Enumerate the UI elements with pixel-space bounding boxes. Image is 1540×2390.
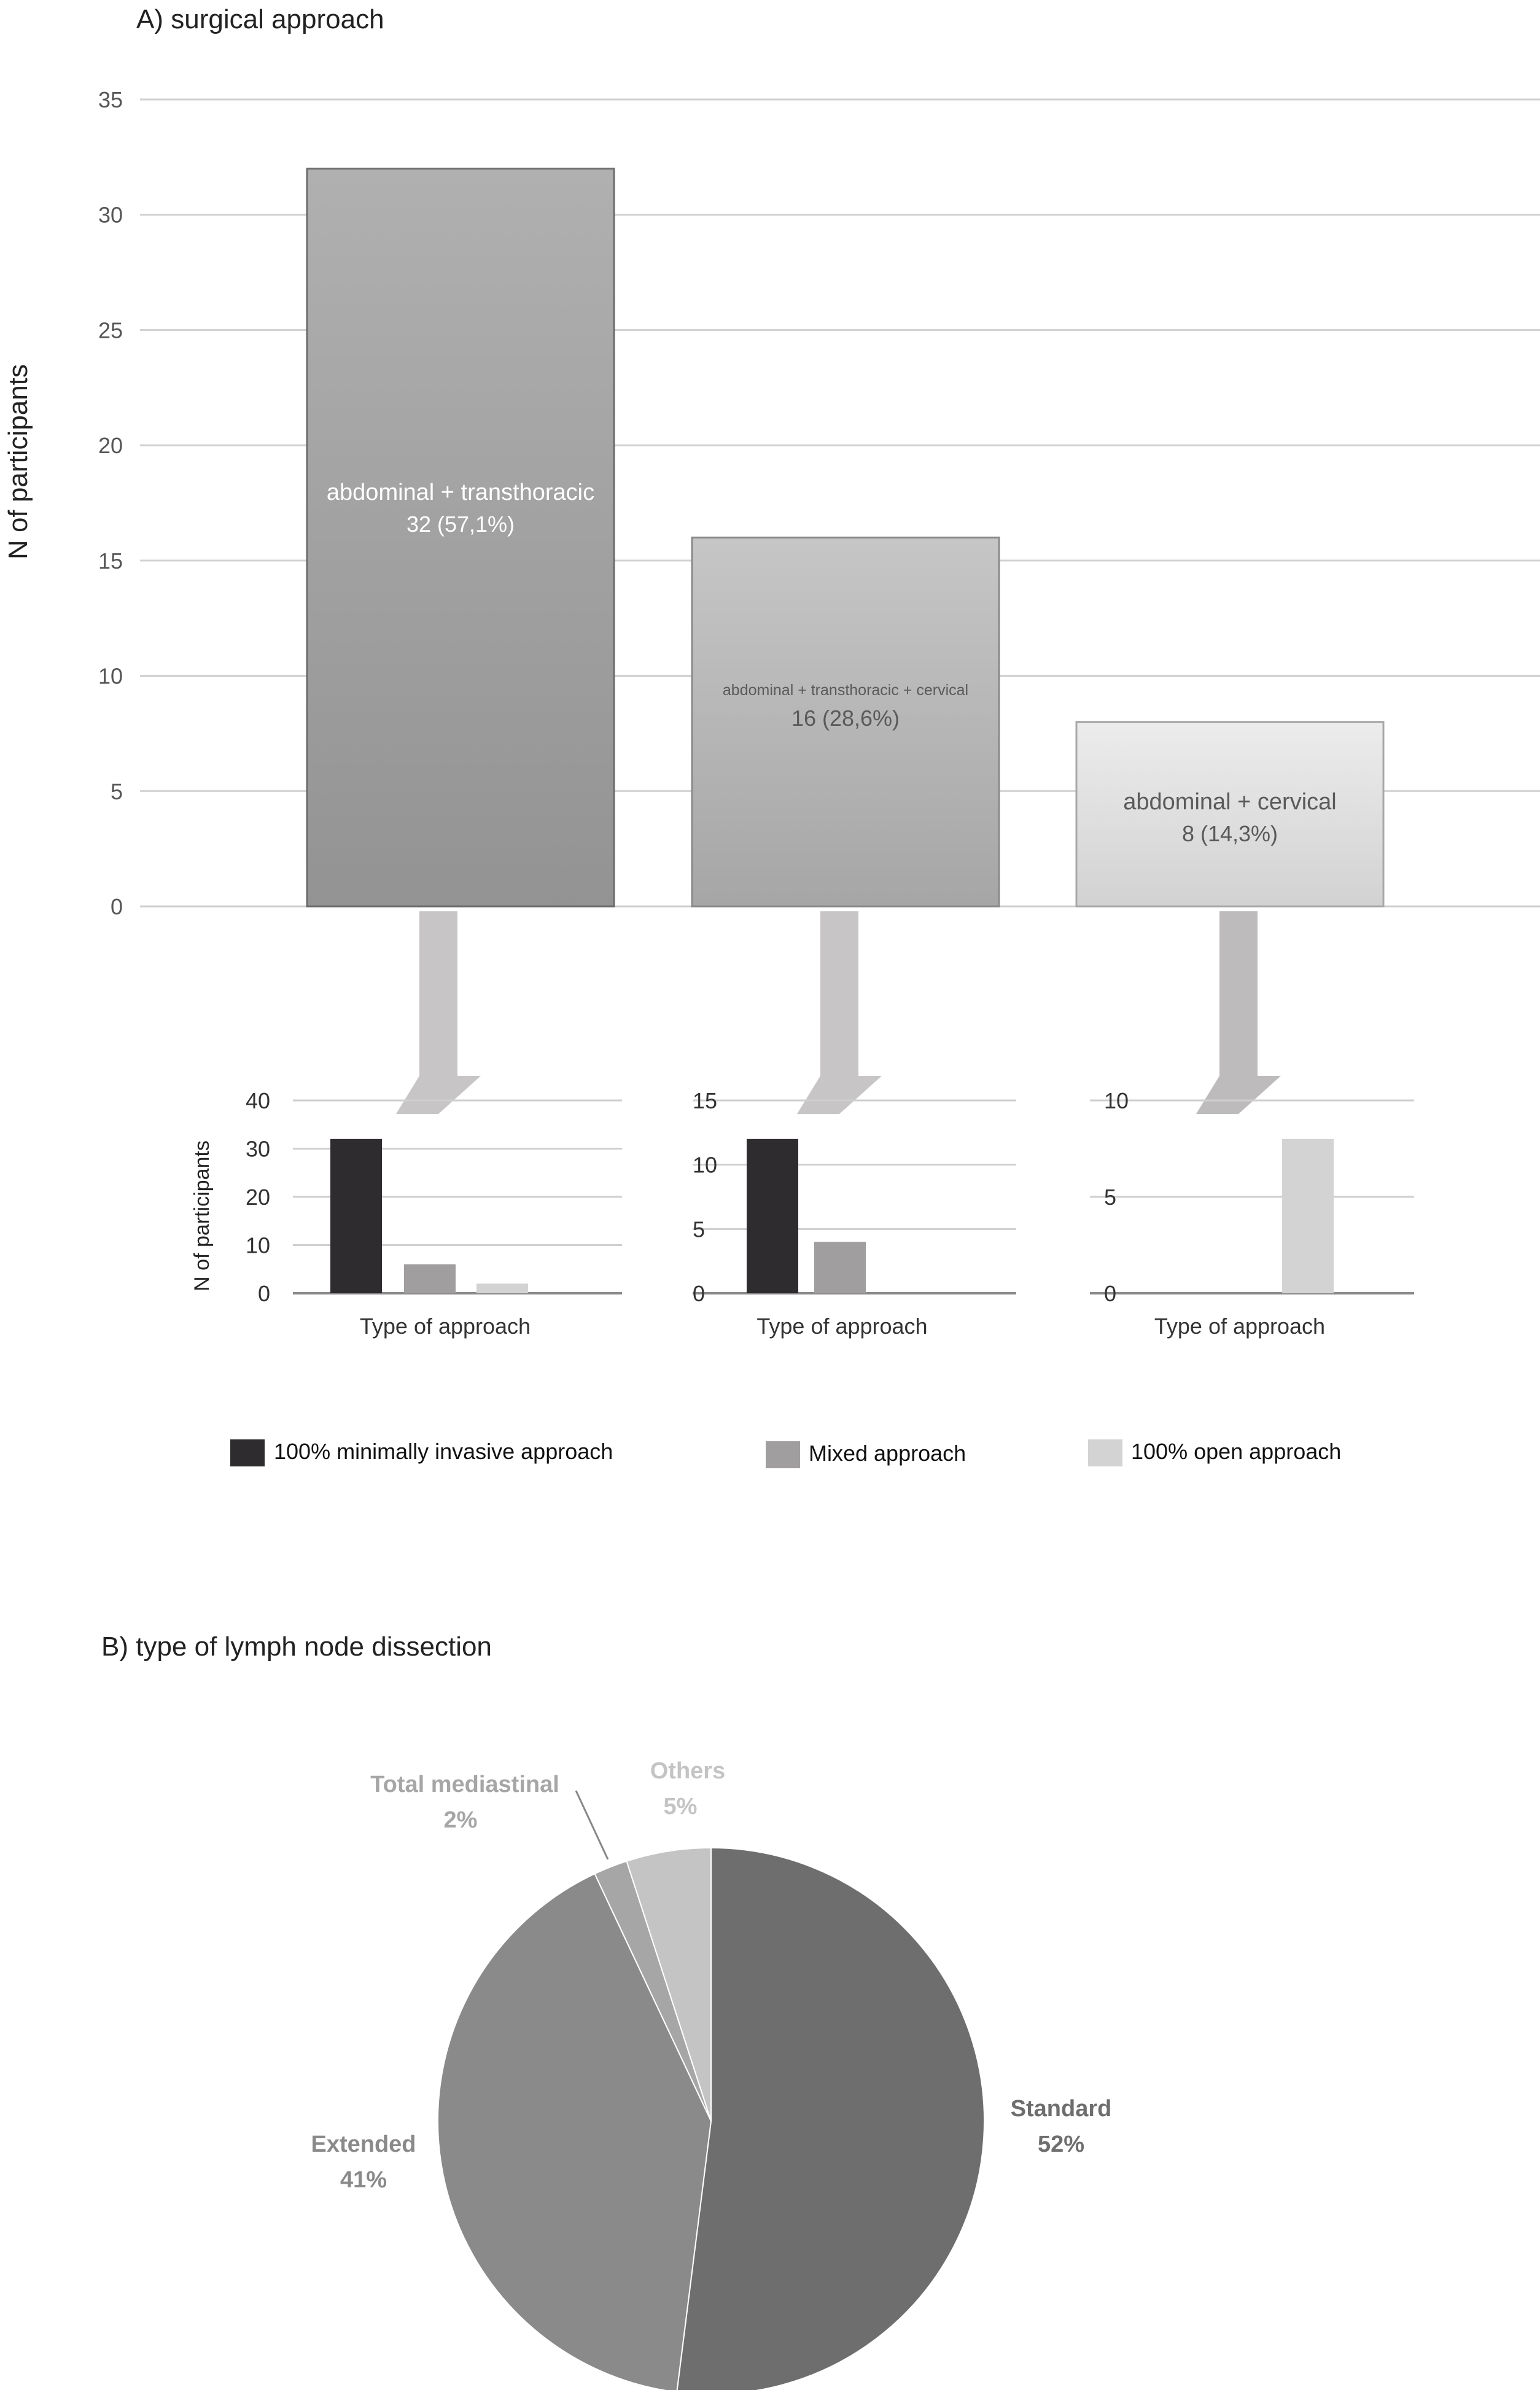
sub-chart (1090, 1088, 1414, 1339)
pie-chart (101, 1632, 1111, 2390)
bar-data-label: 16 (28,6%) (791, 706, 900, 731)
legend-item (766, 1441, 966, 1468)
bar (307, 169, 614, 906)
y-tick-label: 30 (98, 202, 123, 228)
legend-label: 100% open approach (1131, 1439, 1342, 1464)
y-tick-label: 20 (98, 433, 123, 459)
y-tick-label: 15 (98, 548, 123, 574)
pie-value-label: 5% (663, 1794, 698, 1820)
legend-item (230, 1439, 613, 1466)
main-chart (3, 4, 1540, 919)
bar-data-label: 8 (14,3%) (1181, 821, 1278, 846)
down-arrow-icon (1196, 911, 1281, 1114)
sub-chart (246, 1088, 622, 1339)
bar-category-label: abdominal + transthoracic (326, 480, 595, 505)
sub-chart-ylabel: N of participants (190, 1140, 214, 1291)
x-axis-label: Type of approach (1154, 1314, 1326, 1339)
legend-label: Mixed approach (809, 1441, 966, 1466)
bar-category-label: abdominal + transthoracic + cervical (722, 682, 969, 699)
y-tick-label: 10 (98, 663, 123, 689)
pie-slices (438, 1848, 984, 2390)
y-tick-label: 0 (1104, 1281, 1117, 1306)
y-tick-label: 40 (245, 1088, 270, 1113)
y-tick-label: 0 (110, 894, 123, 919)
pie-slice (677, 1848, 984, 2390)
y-tick-label: 15 (693, 1088, 718, 1113)
y-tick-label: 35 (98, 87, 123, 112)
legend-label: 100% minimally invasive approach (274, 1439, 613, 1464)
y-tick-label: 25 (98, 317, 123, 343)
y-tick-label: 10 (1104, 1088, 1129, 1113)
legend (230, 1439, 1341, 1468)
bar (330, 1139, 382, 1293)
y-tick-label: 30 (245, 1136, 270, 1162)
legend-swatch (230, 1439, 265, 1466)
bar (476, 1283, 528, 1293)
legend-swatch (1088, 1439, 1122, 1466)
pie-category-label: Others (650, 1758, 726, 1784)
pie-category-label: Total mediastinal (370, 1772, 559, 1797)
pie-category-label: Standard (1010, 2096, 1112, 2122)
bar (404, 1264, 456, 1293)
bar-category-label: abdominal + cervical (1123, 789, 1337, 815)
main-chart-title: A) surgical approach (136, 4, 384, 34)
bar (1282, 1139, 1334, 1293)
legend-swatch (766, 1441, 800, 1468)
y-tick-label: 0 (257, 1281, 270, 1306)
y-tick-label: 5 (1104, 1185, 1117, 1210)
bar-data-label: 32 (57,1%) (406, 512, 515, 537)
down-arrow-icon (797, 911, 882, 1114)
leader-line (576, 1791, 608, 1859)
y-tick-label: 10 (693, 1152, 718, 1178)
y-tick-label: 5 (693, 1216, 706, 1242)
pie-value-label: 2% (443, 1807, 478, 1833)
sub-charts (190, 1088, 1414, 1339)
x-axis-label: Type of approach (359, 1314, 531, 1339)
pie-value-label: 52% (1037, 2131, 1085, 2157)
pie-category-label: Extended (311, 2131, 416, 2157)
main-chart-y-ticks (98, 87, 123, 919)
y-tick-label: 0 (693, 1281, 706, 1306)
down-arrow-icon (396, 911, 481, 1114)
arrows (396, 911, 1281, 1114)
y-tick-label: 10 (245, 1232, 270, 1258)
x-axis-label: Type of approach (756, 1314, 928, 1339)
main-chart-ylabel: N of participants (3, 364, 33, 559)
y-tick-label: 20 (245, 1185, 270, 1210)
legend-item (1088, 1439, 1341, 1466)
bar (814, 1242, 866, 1293)
bar (747, 1139, 798, 1293)
y-tick-label: 5 (110, 779, 123, 804)
sub-chart (693, 1088, 1016, 1339)
pie-chart-title: B) type of lymph node dissection (101, 1632, 492, 1662)
pie-value-label: 41% (340, 2167, 387, 2193)
